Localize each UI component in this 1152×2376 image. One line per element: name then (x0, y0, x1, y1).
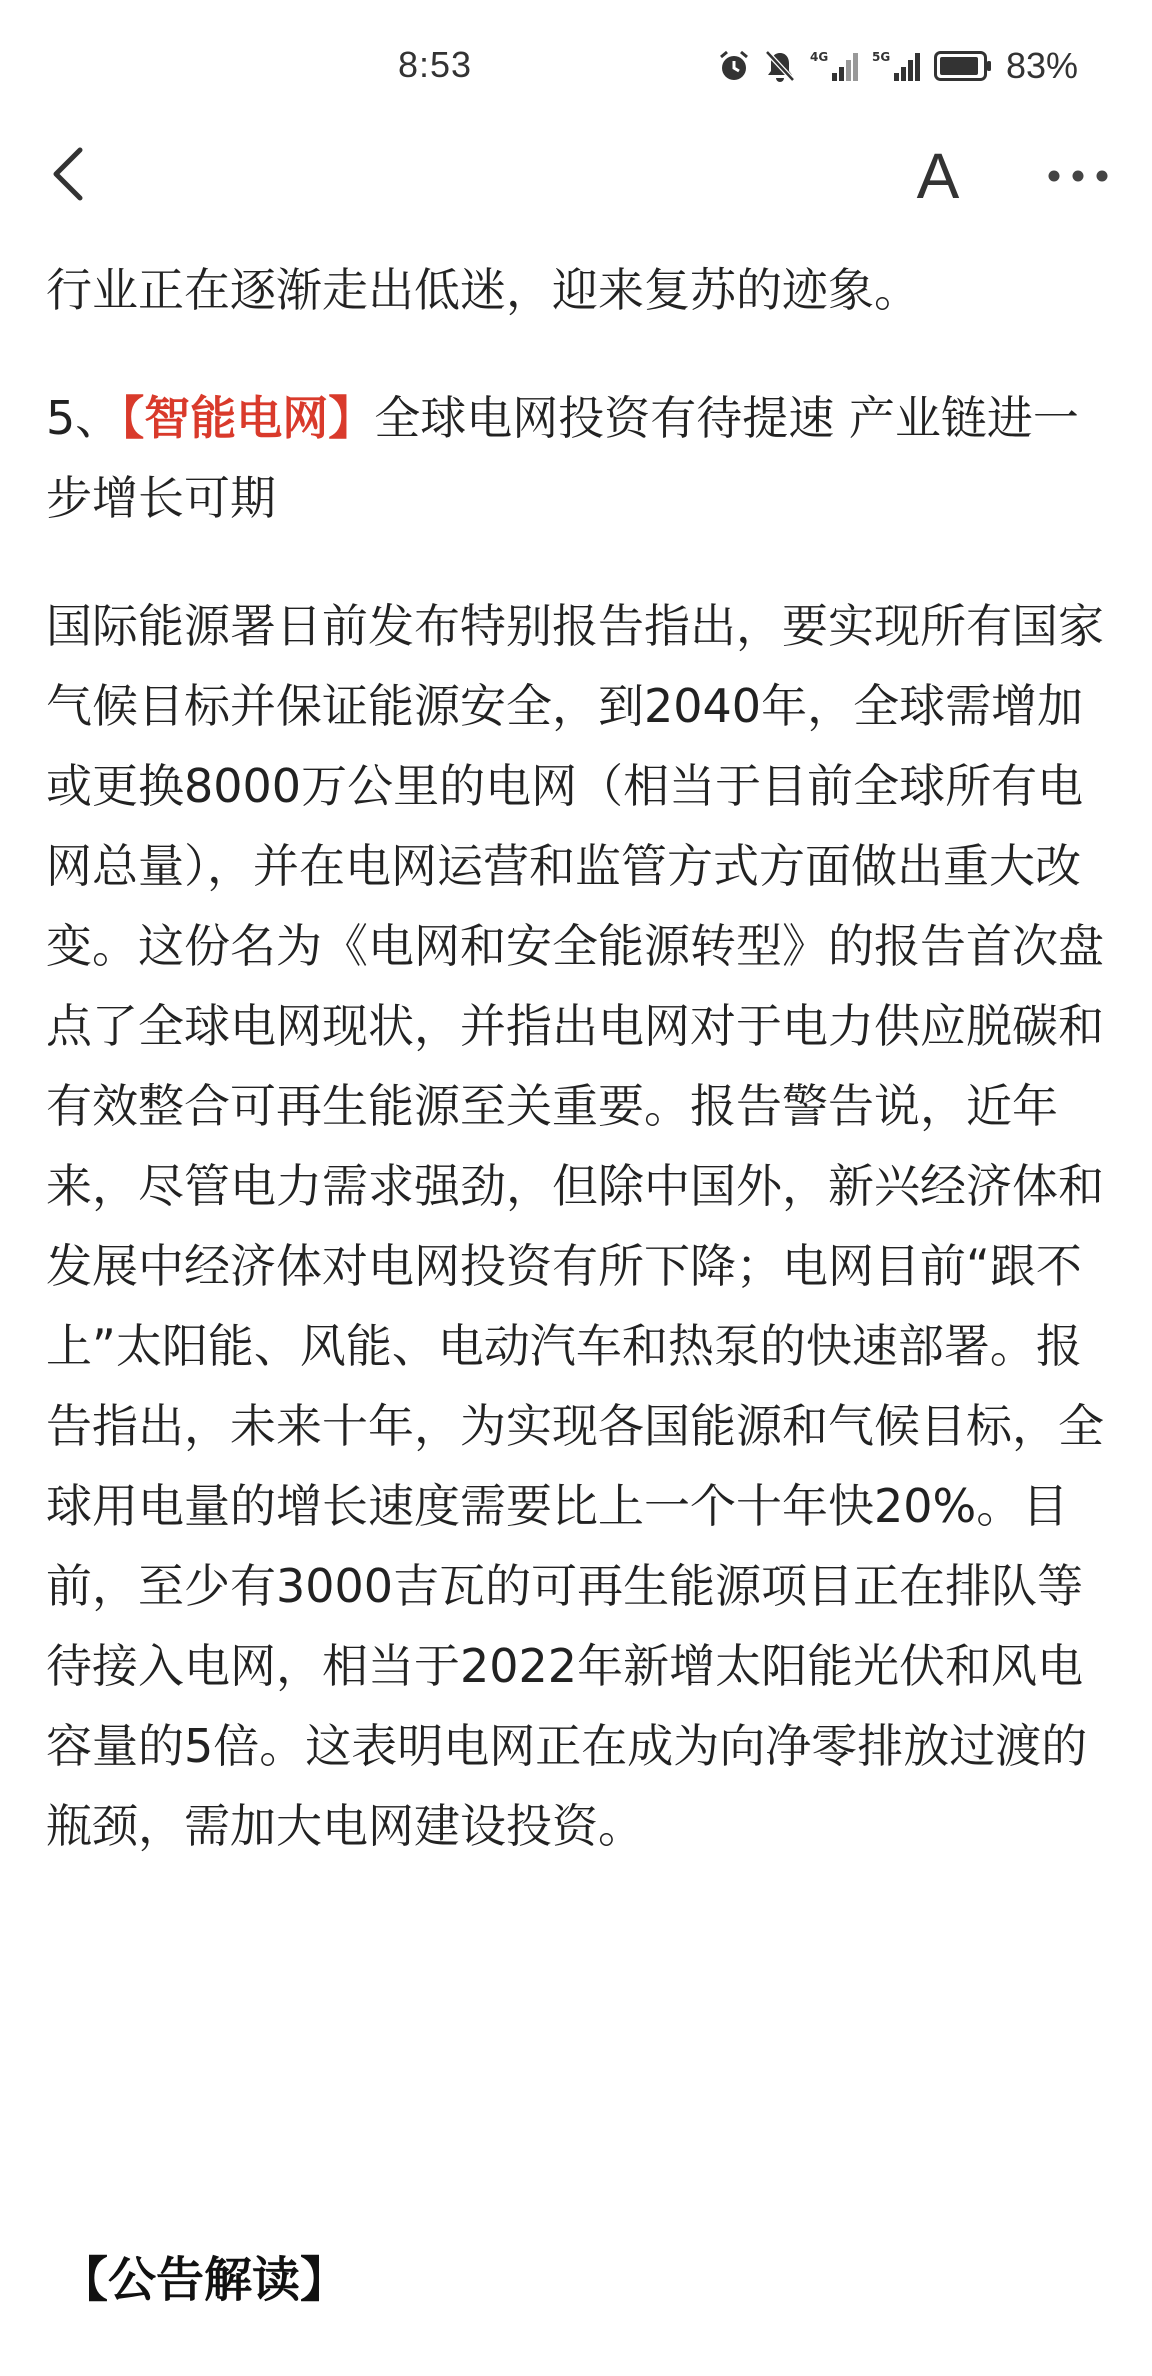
network-label-2: 5G (871, 50, 891, 64)
more-button[interactable] (1044, 158, 1112, 194)
back-chevron-icon (44, 142, 94, 206)
status-icons (718, 44, 1078, 88)
article-content (46, 250, 1116, 1866)
section-title: 全球电网投资有待提速 产业链进一步增长可期 (46, 391, 1079, 525)
intro-paragraph: 行业正在逐渐走出低迷，迎来复苏的迹象。 (46, 263, 920, 317)
mute-icon (764, 49, 796, 83)
announcement-heading: 【公告解读】 (60, 2252, 349, 2308)
battery-icon (934, 51, 992, 81)
section-heading (46, 378, 1116, 538)
back-button[interactable] (44, 142, 94, 206)
battery-percent: 83% (1005, 45, 1078, 86)
font-size-button[interactable]: A (916, 140, 960, 212)
network-label-1: 4G (809, 50, 829, 64)
alarm-icon (718, 49, 750, 83)
status-time: 8:53 (398, 44, 473, 85)
signal-4g-icon (810, 49, 858, 83)
section-number: 5、 (46, 391, 122, 445)
top-bar (0, 132, 1152, 220)
status-bar (0, 0, 1152, 132)
body-paragraph: 国际能源署日前发布特别报告指出，要实现所有国家气候目标并保证能源安全，到2040年，全球需增加或更换8000万公里的电网（相当于目前全球所有电网总量），并在电网运营和监管方式方面做出重大改变。这份名为《电网和安全能源转型》的报告首次盘点了全球电网现状，并指出电网对于电力供应脱碳和有效整合可再生能源至关重要。报告警告说，近年来，尽管电力需求强劲，但除中国外，新兴经济体和发展中经济体对电网投资有所下降；电网目前“跟不上”太阳能、风能、电动汽车和热泵的快速部署。报告指出，未来十年，为实现各国能源和气候目标，全球用电量的增长速度需要比上一个十年快20%。目前，至少有3000吉瓦的可再生能源项目正在排队等待接入电网，相当于2022年新增太阳能光伏和风电容量的5倍。这表明电网正在成为向净零排放过渡的瓶颈，需加大电网建设投资。 (46, 599, 1104, 1853)
section-tag: 【智能电网】 (121, 391, 375, 445)
signal-5g-icon (872, 49, 920, 83)
more-dots-icon (1044, 158, 1112, 194)
